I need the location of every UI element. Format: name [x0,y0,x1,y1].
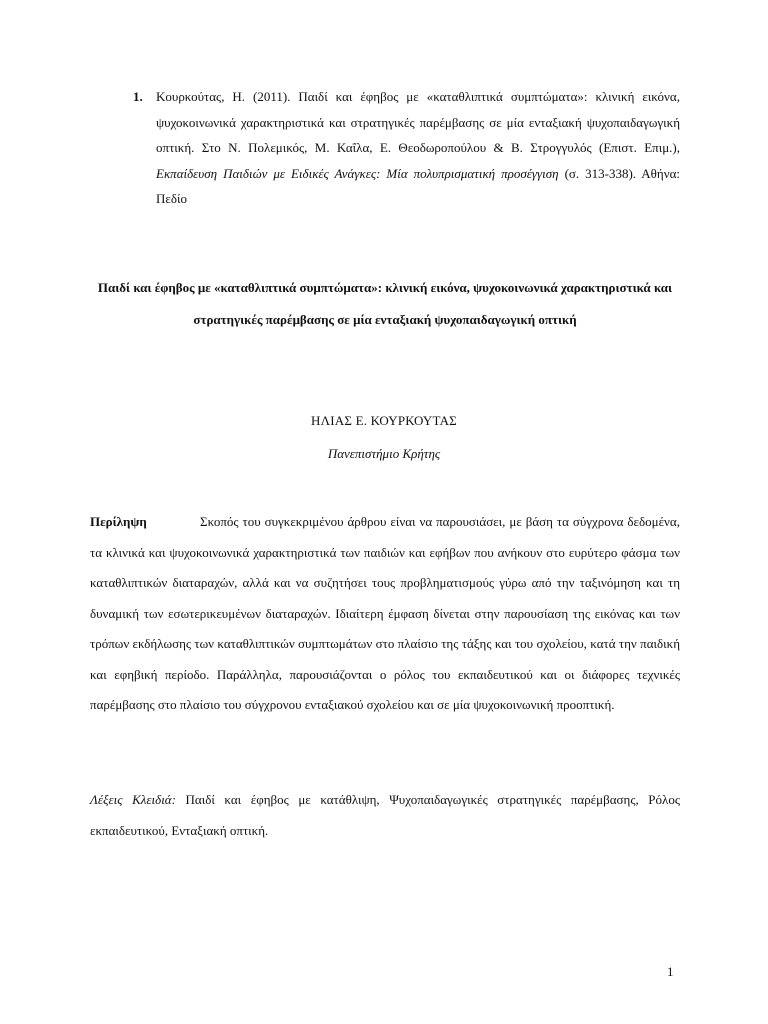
reference-number: 1. [133,89,143,104]
reference-book-title: Εκπαίδευση Παιδιών με Ειδικές Ανάγκες: Μία πολυπρισματική προσέγγιση [156,165,559,181]
reference-citation: Κουρκούτας, Η. (2011). Παιδί και έφηβος με «καταθλιπτικά συμπτώματα»: κλινική εικόνα, ψυχοκοινωνικά χαρακτηριστικά και στρατηγικές παρέμβασης σε μία ενταξιακή ψυχοπαιδαγωγική οπτική. Στο Ν. Πολεμικός, Μ. Καΐλα, Ε. Θεοδωροπούλου & Β. Στρογγυλός (Επιστ. Επιμ.), [156,89,680,155]
abstract-label: Περίληψη [90,514,147,529]
author-affiliation: Πανεπιστήμιο Κρήτης [327,446,441,461]
abstract [90,507,680,721]
keywords-text: Παιδί και έφηβος με κατάθλιψη, Ψυχοπαιδαγωγικές στρατηγικές παρέμβασης, Ρόλος εκπαιδευτικού, Ενταξιακή οπτική. [90,792,680,838]
page-number: 1 [667,964,674,979]
reference-entry [120,84,680,212]
keywords-label: Λέξεις Κλειδιά: [90,792,176,807]
reference-pages-publisher: (σ. 313-338). Αθήνα: Πεδίο [156,165,680,206]
article-title: Παιδί και έφηβος με «καταθλιπτικά συμπτώματα»: κλινική εικόνα, ψυχοκοινωνικά χαρακτηριστικά και στρατηγικές παρέμβασης σε μία ενταξιακή ψυχοπαιδαγωγική οπτική [97,280,673,327]
keywords [90,785,680,846]
reference-text [156,84,680,212]
author-name: ΗΛΙΑΣ Ε. ΚΟΥΡΚΟΥΤΑΣ [311,413,457,428]
abstract-text: Σκοπός του συγκεκριμένου άρθρου είναι να παρουσιάσει, με βάση τα σύγχρονα δεδομένα, τα κλινικά και ψυχοκοινωνικά χαρακτηριστικά των παιδιών και εφήβων που ανήκουν στο ευρύτερο φάσμα των καταθλιπτικών διαταραχών, αλλά και να συζητήσει τους προβληματισμούς γύρω από την ταξινόμηση και τη δυναμική των εσωτερικευμένων διαταραχών. Ιδιαίτερη έμφαση δίνεται στην παρουσίαση της εικόνας και των τρόπων εκδήλωσης των καταθλιπτικών συμπτωμάτων στο πλαίσιο της τάξης και του σχολείου, κατά την παιδική και εφηβική περίοδο. Παράλληλα, παρουσιάζονται ο ρόλος του εκπαιδευτικού και οι διάφορες τεχνικές παρέμβασης στο πλαίσιο του σύγχρονου ενταξιακού σχολείου και σε μία ψυχοκοινωνική προοπτική. [90,514,680,712]
